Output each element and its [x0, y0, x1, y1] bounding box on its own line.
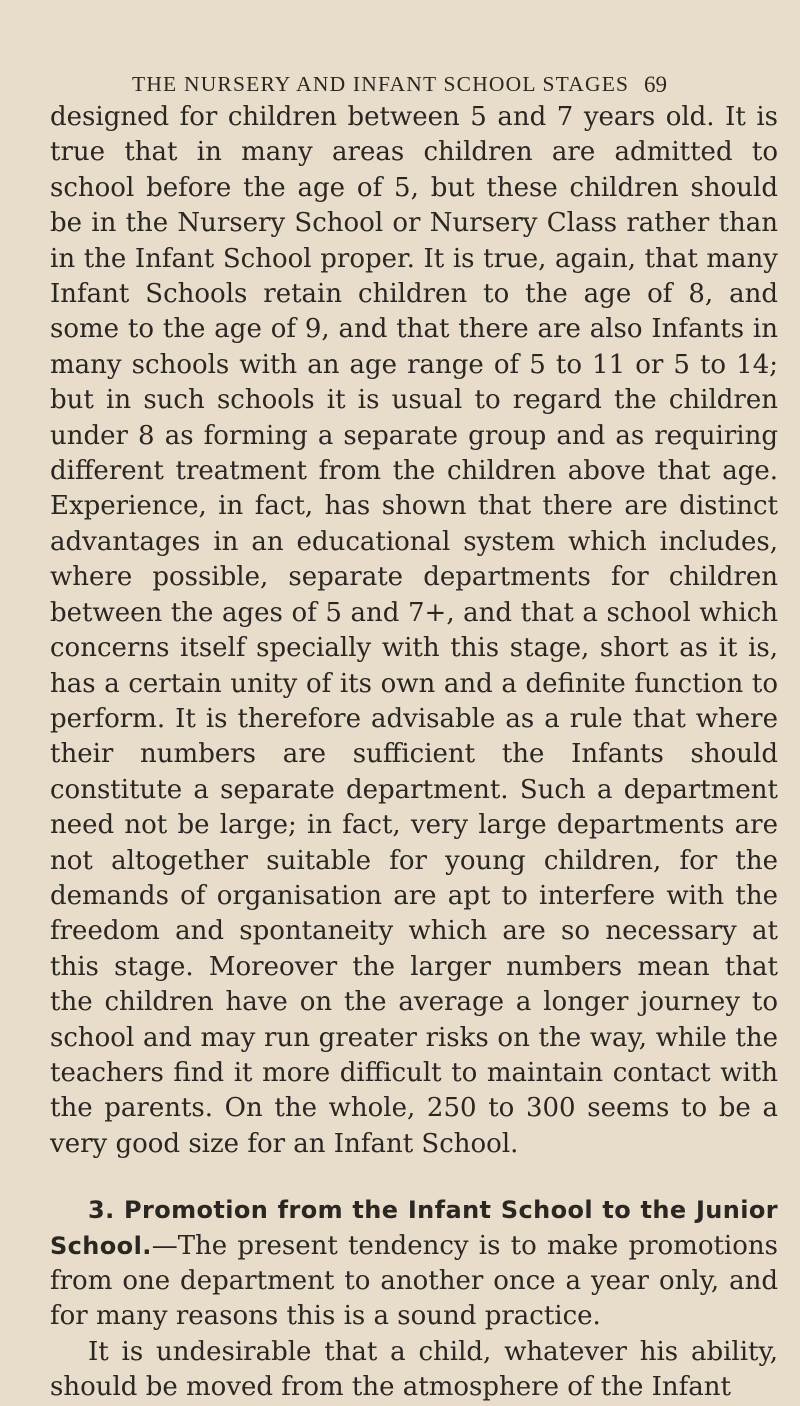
- section-spacer: [50, 1162, 778, 1193]
- running-header: [50, 0, 778, 97]
- paragraph-continued: designed for children between 5 and 7 years old. It is true that in many areas children are admitted to school before the age of 5, but these children should be in the Nursery School or Nursery Class rather than in the Infant School proper. It is true, again, that many Infant Schools retain children to the age of 8, and some to the age of 9, and that there are also Infants in many schools with an age range of 5 to 11 or 5 to 14; but in such schools it is usual to regard the children under 8 as forming a separate group and as requiring different treatment from the children above that age. Experience, in fact, has shown that there are distinct advantages in an educational system which includes, where possible, separate departments for children between the ages of 5 and 7+, and that a school which concerns itself specially with this stage, short as it is, has a certain unity of its own and a definite function to perform. It is therefore advisable as a rule that where their numbers are sufficient the Infants should constitute a separate department. Such a department need not be large; in fact, very large departments are not altogether suitable for young children, for the demands of organisation are apt to interfere with the freedom and spontaneity which are so necessary at this stage. Moreover the larger numbers mean that the children have on the average a longer journey to school and may run greater risks on the way, while the teachers find it more difficult to maintain contact with the parents. On the whole, 250 to 300 seems to be a very good size for an Infant School.: [50, 102, 778, 1159]
- section-heading: 3. Promotion from the Infant School to the Junior School.: [50, 1196, 778, 1260]
- body-text: [50, 100, 778, 1406]
- running-title: THE NURSERY AND INFANT SCHOOL STAGES: [132, 72, 630, 96]
- paragraph-next: It is undesirable that a child, whatever his ability, should be moved from the atmosphere of the Infant: [50, 1336, 778, 1403]
- page-number: 69: [644, 72, 667, 97]
- section-paragraph: [50, 1193, 778, 1335]
- section-lead-text: —The present tendency is to make promotions from one department to another once a year only, and for many reasons this is a sound practice.: [50, 1230, 778, 1332]
